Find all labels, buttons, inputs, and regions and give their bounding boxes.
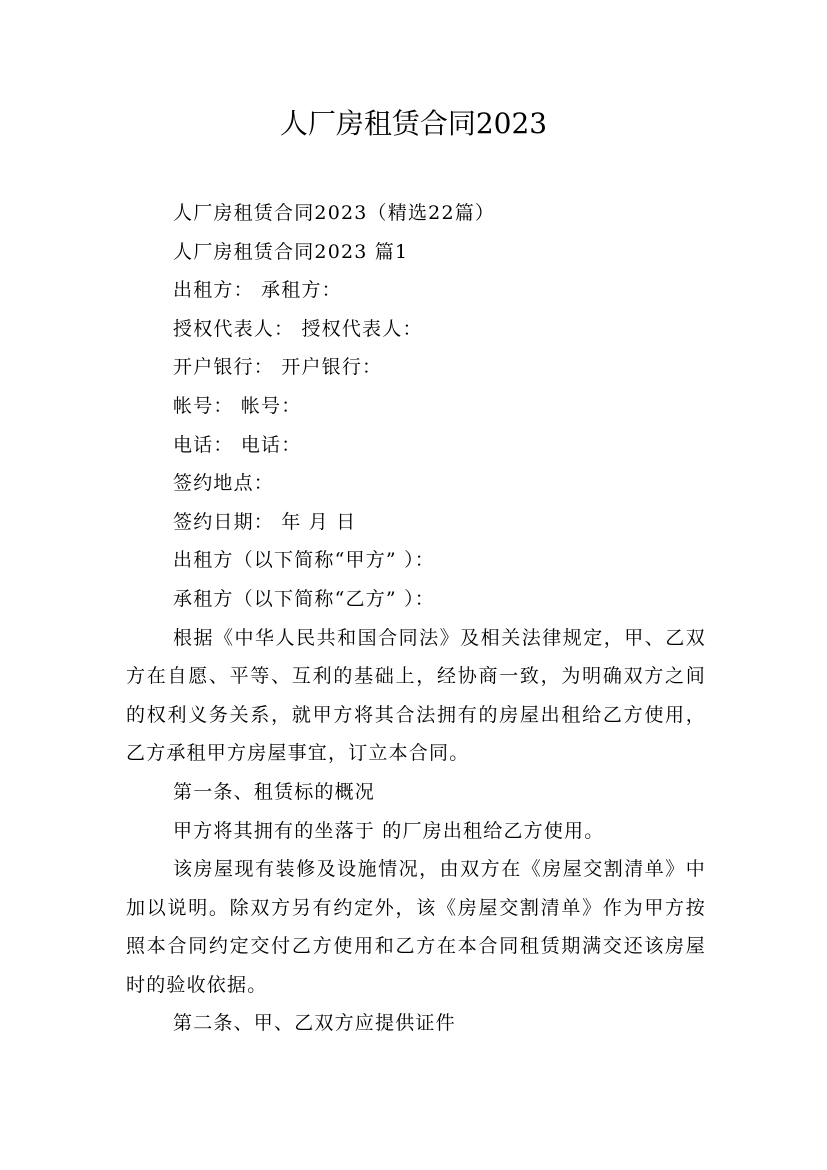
- paragraph-article-1-location: 甲方将其拥有的坐落于 的厂房出租给乙方使用。: [173, 819, 605, 842]
- paragraph-heading-summary: 人厂房租赁合同2023（精选22篇）: [173, 202, 496, 224]
- paragraph-representatives: 授权代表人： 授权代表人：: [173, 317, 423, 340]
- document-body: [126, 194, 706, 1043]
- paragraph-parties: 出租方： 承租方：: [173, 279, 342, 302]
- paragraph-signing-place: 签约地点：: [173, 472, 275, 495]
- paragraph-article-1-inventory: 该房屋现有装修及设施情况，由双方在《房屋交割清单》中加以说明。除双方另有约定外，该《房屋交割清单》作为甲方按照本合同约定交付乙方使用和乙方在本合同租赁期满交还该房屋时的验收依据。: [126, 858, 706, 996]
- paragraph-banks: 开户银行： 开户银行：: [173, 356, 383, 379]
- paragraph-article-1-title: 第一条、租赁标的概况: [173, 780, 376, 803]
- paragraph-lessor: 出租方（以下简称“甲方” ）：: [173, 549, 435, 572]
- paragraph-lessee: 承租方（以下简称“乙方” ）：: [173, 587, 435, 610]
- paragraph-article-2-title: 第二条、甲、乙双方应提供证件: [173, 1012, 456, 1035]
- paragraph-preamble: 根据《中华人民共和国合同法》及相关法律规定，甲、乙双方在自愿、平等、互利的基础上，经协商一致，为明确双方之间的权利义务关系，就甲方将其合法拥有的房屋出租给乙方使用，乙方承租甲方房屋事宜，订立本合同。: [126, 626, 706, 765]
- paragraph-signing-date: 签约日期： 年 月 日: [173, 510, 357, 533]
- paragraph-phones: 电话： 电话：: [173, 433, 302, 456]
- paragraph-accounts: 帐号： 帐号：: [173, 394, 302, 417]
- document-title: 人厂房租赁合同2023: [279, 107, 548, 140]
- paragraph-section-title: 人厂房租赁合同2023 篇1: [173, 240, 409, 263]
